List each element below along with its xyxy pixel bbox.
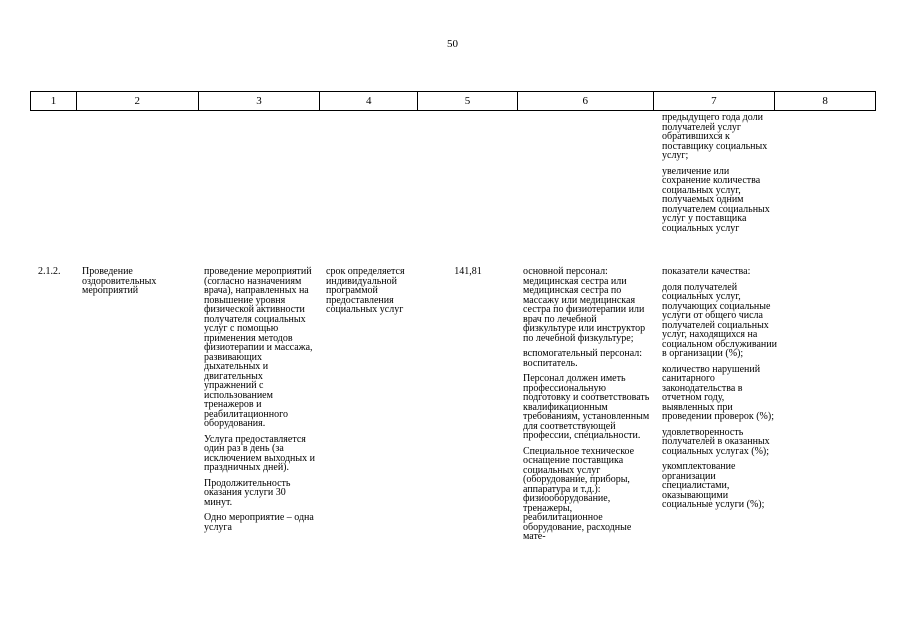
service-conditions-cell (523, 267, 651, 542)
quality-paragraph: доля получателей социальных услуг, получающих социальные услуги от общего числа получателей социальных услуг, находящихся на социальном обслуживании в организации (%); (662, 281, 777, 359)
description-paragraph: Услуга предоставляется один раз в день (за исключением выходных и праздничных дней). (204, 433, 315, 473)
description-paragraph: Продолжительность оказания услуги 30 минут. (204, 477, 291, 508)
table-header-row (30, 91, 876, 111)
continued-col7-paragraph: предыдущего года доли получателей услуг обратившихся к поставщику социальных услуг; (662, 112, 768, 161)
conditions-paragraph: Персонал должен иметь профессиональную подготовку и соответствовать квалификационным требованиям, установленным для соответствующей профессии, специальности. (523, 373, 650, 441)
header-col-3: 3 (199, 92, 321, 110)
header-col-2: 2 (77, 92, 199, 110)
header-col-6: 6 (518, 92, 654, 110)
quality-indicators-cell (662, 267, 778, 510)
quality-paragraph: удовлетворенность получателей в оказанных социальных услугах (%); (662, 426, 770, 457)
service-price: 141,81 (454, 266, 482, 277)
quality-paragraph: количество нарушений санитарного законодательства в отчетном году, выявленных при проведении проверок (%); (662, 363, 774, 422)
header-col-8: 8 (822, 95, 828, 107)
page-number: 50 (447, 38, 458, 50)
service-description-cell (204, 267, 316, 532)
description-paragraph: Одно мероприятие – одна услуга (204, 512, 314, 533)
header-col-1: 1 (31, 92, 77, 110)
service-name: Проведение оздоровительных мероприятий (82, 266, 157, 296)
continued-col7-paragraph: увеличение или сохранение количества социальных услуг, получаемых одним получателем социальных услуг у поставщика социальных услуг (662, 165, 770, 234)
conditions-paragraph: Специальное техническое оснащение поставщика социальных услуг (оборудование, приборы, аппаратура и т.д.): физиооборудование, тренажеры, реабилитационное оборудование, расходные мате- (523, 445, 635, 542)
conditions-paragraph: основной персонал: медицинская сестра или медицинская сестра по массажу или медицинская сестра по физиотерапии или врач по лечебной физкультуре или инструктор по лечебной физкультуре; (523, 266, 646, 344)
quality-paragraph: показатели качества: (662, 266, 751, 277)
description-paragraph: проведение мероприятий (согласно назначениям врача), направленных на повышение уровня физической активности получателя социальных услуг с помощью применения методов физиотерапии и массажа, развивающих дыхательных и двигательных упражнений с использованием тренажеров и реабилитационного оборудования. (204, 266, 313, 429)
header-col-4: 4 (320, 92, 418, 110)
service-term: срок определяется индивидуальной программой предоставления социальных услуг (326, 266, 405, 315)
quality-paragraph: укомплектование организации специалистами, оказывающими социальные услуги (%); (662, 461, 765, 510)
continued-col7-cell (662, 113, 778, 233)
row-number: 2.1.2. (38, 266, 61, 277)
header-col-5: 5 (418, 92, 518, 110)
header-col-7: 7 (654, 92, 776, 110)
conditions-paragraph: вспомогательный персонал: воспитатель. (523, 348, 643, 369)
